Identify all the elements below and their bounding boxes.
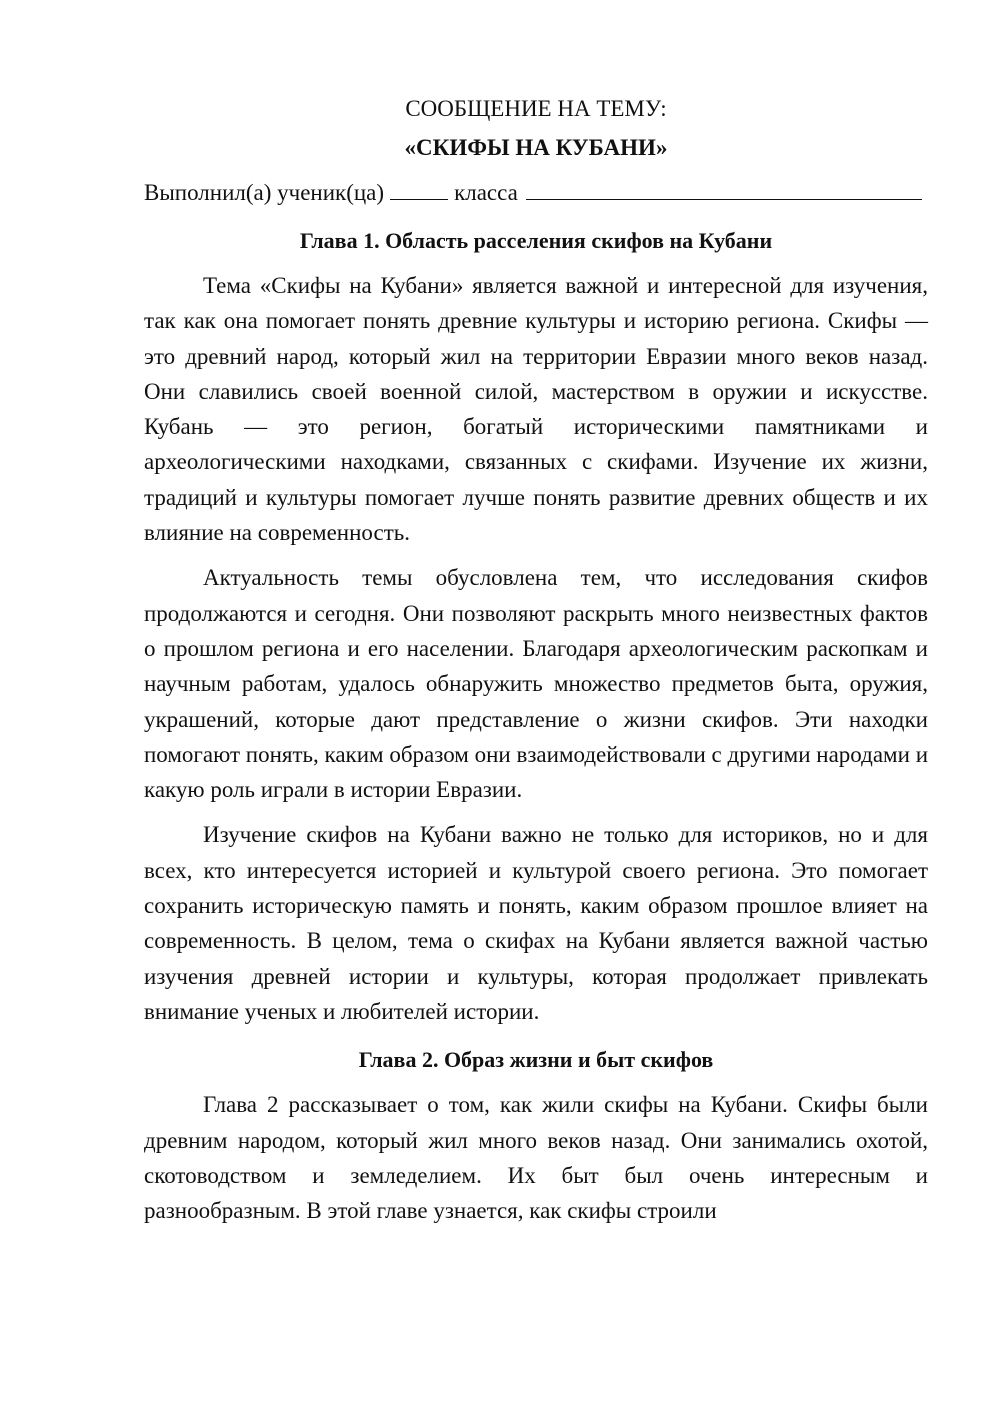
author-line	[144, 176, 928, 210]
document-title-line-1: СООБЩЕНИЕ НА ТЕМУ:	[405, 96, 667, 121]
document-title-topic: «СКИФЫ НА КУБАНИ»	[404, 135, 668, 160]
chapter-1-paragraph: Тема «Скифы на Кубани» является важной и интересной для изучения, так как она помогает понять древние культуры и историю региона. Скифы — это древний народ, который жил на территории Евразии много веков назад. Они славились своей военной силой, мастерством в оружии и искусстве. Кубань — это регион, богатый историческими памятниками и археологическими находками, связанных с скифами. Изучение их жизни, традиций и культуры помогает лучше понять развитие древних обществ и их влияние на современность.	[144, 273, 928, 546]
author-prefix: Выполнил(а) ученик(ца)	[144, 180, 385, 205]
class-number-blank	[390, 179, 448, 200]
chapter-2-heading: Глава 2. Образ жизни и быт скифов	[358, 1047, 714, 1073]
author-class-word: класса	[454, 180, 518, 205]
chapter-1-paragraph: Изучение скифов на Кубани важно не только для историков, но и для всех, кто интересуется историей и культурой своего региона. Это помогает сохранить историческую память и понять, каким образом прошлое влияет на современность. В целом, тема о скифах на Кубани является важной частью изучения древней истории и культуры, которая продолжает привлекать внимание ученых и любителей истории.	[144, 822, 928, 1024]
author-name-blank	[526, 179, 922, 200]
chapter-2-paragraph: Глава 2 рассказывает о том, как жили скифы на Кубани. Скифы были древним народом, который жил много веков назад. Они занимались охотой, скотоводством и земледелием. Их быт был очень интересным и разнообразным. В этой главе узнается, как скифы строили	[144, 1092, 928, 1224]
chapter-1-paragraph: Актуальность темы обусловлена тем, что исследования скифов продолжаются и сегодня. Они позволяют раскрыть много неизвестных фактов о прошлом региона и его населении. Благодаря археологическим раскопкам и научным работам, удалось обнаружить множество предметов быта, оружия, украшений, которые дают представление о жизни скифов. Эти находки помогают понять, каким образом они взаимодействовали с другими народами и какую роль играли в истории Евразии.	[144, 565, 928, 803]
chapter-1-heading: Глава 1. Область расселения скифов на Кубани	[299, 228, 773, 253]
document-content	[144, 92, 928, 1238]
